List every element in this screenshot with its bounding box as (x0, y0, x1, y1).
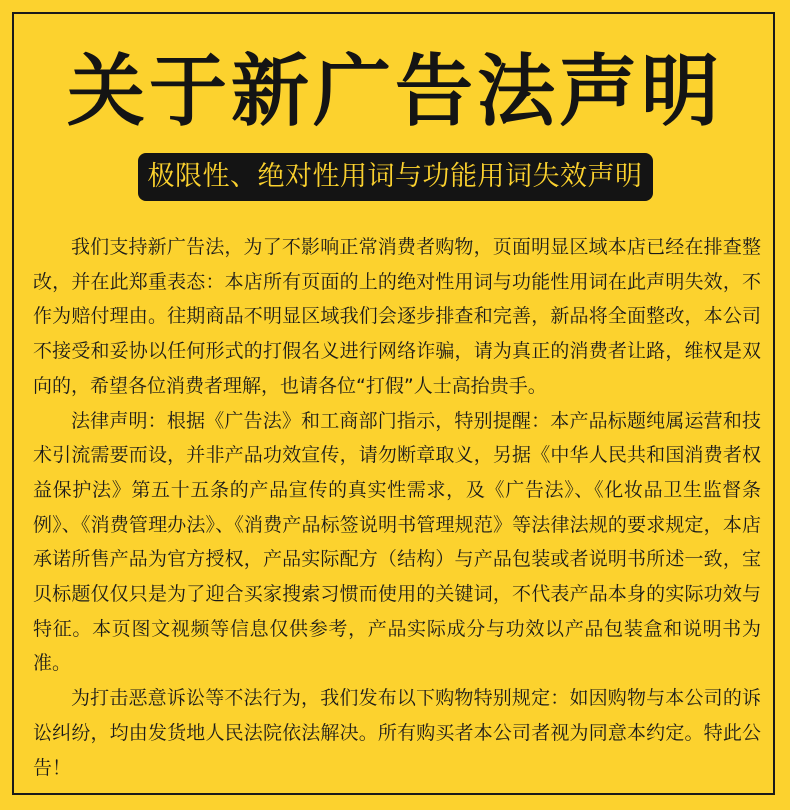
paragraph-legal-statement: 法律声明：根据《广告法》和工商部门指示，特别提醒：本产品标题纯属运营和技术引流需要而设，并非产品功效宣传，请勿断章取义，另据《中华人民共和国消费者权益保护法》第五十五条的产品宣传的真实性需求，及《广告法》、《化妆品卫生监督条例》、《消费管理办法》、《消费产品标签说明书管理规范》等法律法规的要求规定，本店承诺所售产品为官方授权，产品实际配方（结构）与产品包装或者说明书所述一致，宝贝标题仅仅只是为了迎合买家搜索习惯而使用的关键词，不代表产品本身的实际功效与特征。本页图文视频等信息仅供参考，产品实际成分与功效以产品包装盒和说明书为准。 (33, 409, 761, 675)
page-title: 关于新广告法声明 (66, 47, 723, 137)
subtitle-container (0, 153, 790, 201)
paragraph-dispute-notice: 为打击恶意诉讼等不法行为，我们发布以下购物特别规定：如因购物与本公司的诉讼纠纷，均由发货地人民法院依法解决。所有购买者本公司者视为同意本约定。特此公告！ (33, 687, 761, 779)
subtitle-badge: 极限性、绝对性用词与功能用词失效声明 (138, 153, 653, 201)
statement-body (33, 230, 761, 785)
paragraph-support-statement: 我们支持新广告法，为了不影响正常消费者购物，页面明显区域本店已经在排查整改，并在此郑重表态：本店所有页面的上的绝对性用词与功能性用词在此声明失效，不作为赔付理由。往期商品不明显区域我们会逐步排查和完善，新品将全面整改，本公司不接受和妥协以任何形式的打假名义进行网络诈骗，请为真正的消费者让路，维权是双向的，希望各位消费者理解，也请各位“打假”人士高抬贵手。 (33, 236, 761, 397)
